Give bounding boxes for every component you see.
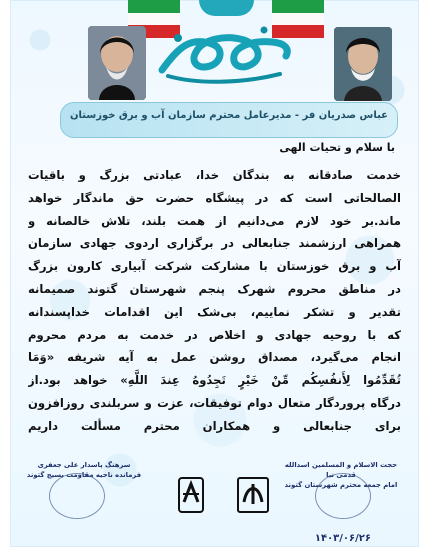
signature-area	[24, 460, 405, 546]
letter-line: تُقَدِّمُوا لِأَنفُسِكُم مِّنْ خَيْرٍ تَجِدُوهُ عِندَ اللَّهِ» خواهد بود.از	[28, 373, 401, 388]
left-seal	[49, 473, 105, 519]
left-signer-title: فرمانده ناحیه مقاومت بسیج گتوند	[26, 471, 142, 479]
right-seal	[315, 473, 371, 519]
certificate-frame	[10, 0, 419, 547]
letter-line: در مناطق محروم شهرک پنجم شهرستان گتوند صمیمانه	[28, 281, 401, 296]
right-signer-title: امام جمعه محترم شهرستان گتوند	[284, 481, 398, 489]
right-signer-name: حجت الاسلام و المسلمین اسدالله قدمی نیا	[284, 461, 398, 479]
recipient-strip	[60, 102, 398, 138]
letter-line: ماند.بر خود لازم می‌دانیم از همت بلند، تلاش خالصانه و	[28, 213, 401, 228]
left-signer-name: سرهنگ پاسدار علی جعفری	[37, 461, 131, 469]
issue-date: ۱۴۰۳/۰۶/۲۶	[314, 533, 371, 544]
portrait-right	[334, 27, 392, 101]
letter-line: که با روحیه جهادی و اخلاص در خدمت به مردم محروم	[28, 327, 401, 342]
top-emblem	[199, 0, 254, 16]
letter-body	[28, 164, 401, 438]
letter-line: خدمت صادقانه به بندگان خدا، عبادتی بزرگ و باقیات	[28, 168, 401, 182]
salutation: با سلام و تحیات الهی	[279, 141, 395, 154]
irgc-emblem-icon	[172, 474, 210, 516]
title-calligraphy	[150, 18, 298, 88]
letter-line: درگاه پروردگار متعال دوام توفیقات، عزت و سربلندی روزافزون	[28, 395, 401, 410]
portrait-left	[88, 26, 146, 100]
letter-line: همراهی ارزشمند جنابعالی در برگزاری اردوی جهادی سازمان	[28, 236, 401, 251]
letter-line: برای جنابعالی و همکاران محترم مسألت داریم	[28, 418, 401, 433]
recipient-line: عباس صدریان فر - مدیرعامل محترم سازمان آب و برق خوزستان	[70, 110, 388, 121]
letter-line: انجام می‌گیرد، مصداق روشن عمل به آیه شریفه «وَمَا	[28, 350, 401, 365]
letter-line: الصالحاتی است که در پیشگاه حضرت حق ماندگار خواهد	[28, 190, 401, 205]
letter-line: آب و برق خوزستان با مشارکت شرکت آبیاری کارون بزرگ	[28, 259, 401, 274]
basij-emblem-icon	[234, 474, 272, 516]
letter-line: تقدیر و تشکر نماییم، بی‌شک این اقدامات خداپسندانه	[28, 304, 401, 319]
